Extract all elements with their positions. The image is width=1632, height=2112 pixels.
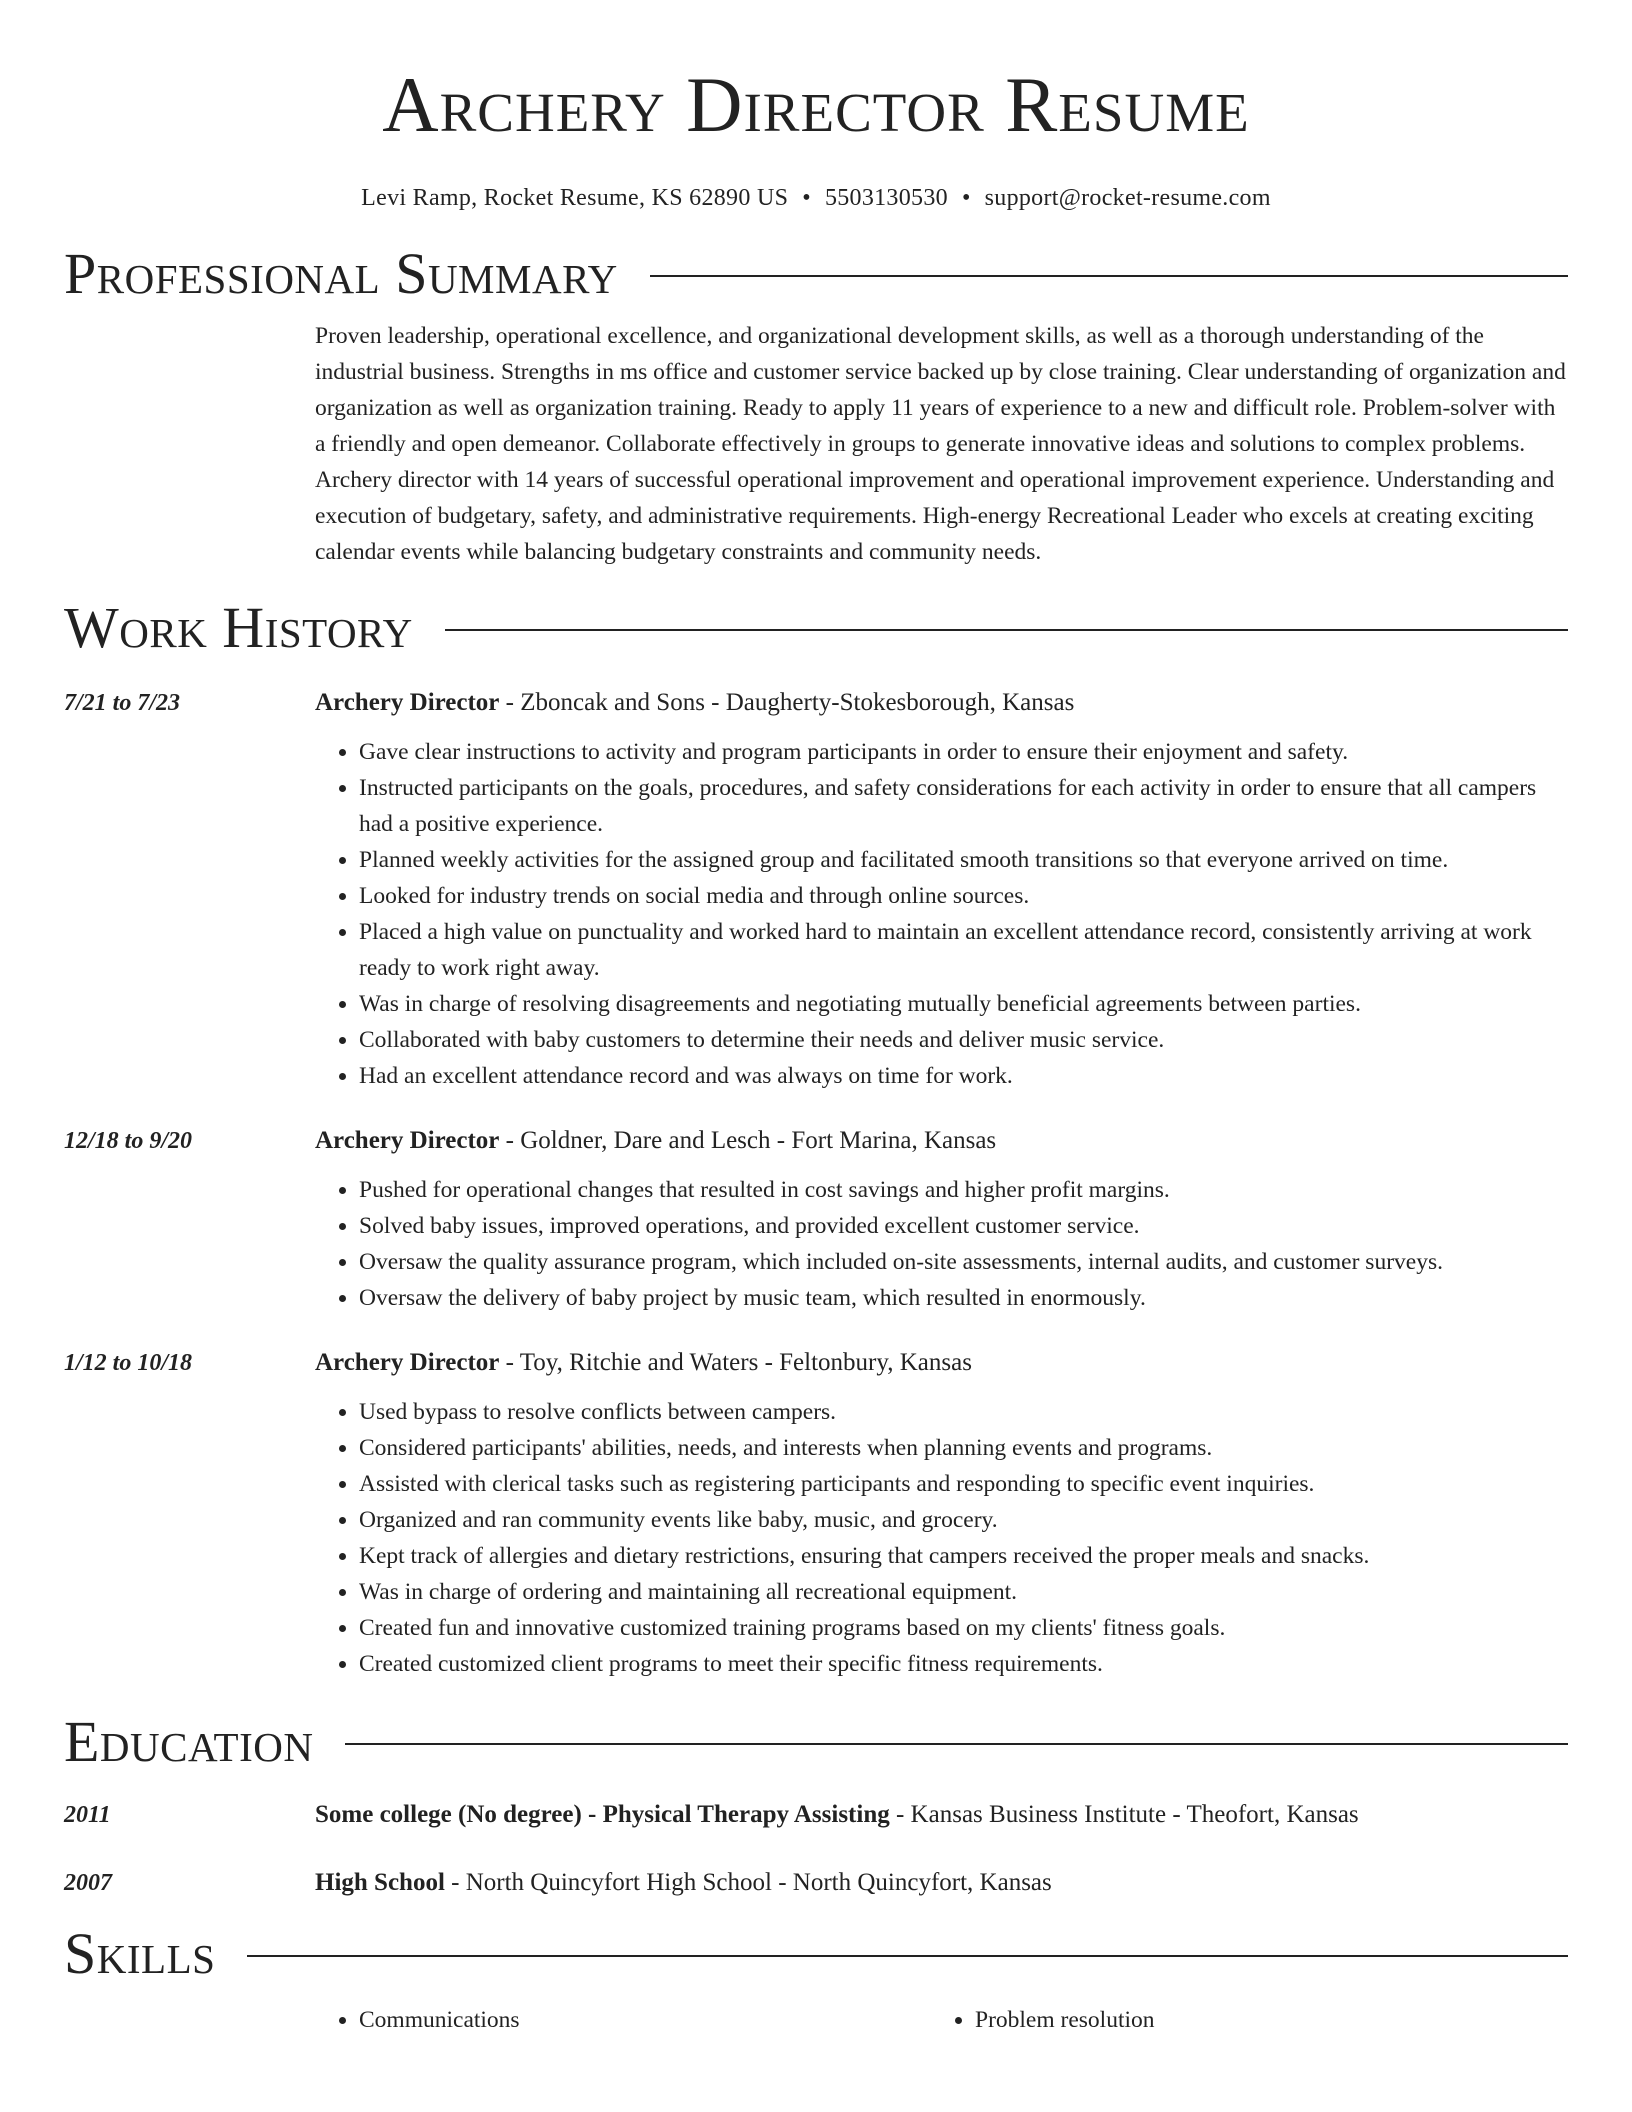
- job-employer: - Goldner, Dare and Lesch - Fort Marina, Kansas: [499, 1127, 997, 1154]
- resume-page: [64, 0, 1568, 2038]
- section-divider: [247, 1955, 1568, 1957]
- education-entry: [64, 1866, 1568, 1900]
- job-title: Archery Director: [315, 689, 500, 716]
- job-dates: 7/21 to 7/23: [64, 690, 181, 716]
- skills-column-left: [315, 2002, 931, 2038]
- summary-text: Proven leadership, operational excellence, and organizational development skills, as well as a thorough understanding of the industrial business. Strengths in ms office and customer service backed up by close training. Clear understanding of organization and organization as well as organization training. Ready to apply 11 years of experience to a new and difficult role. Problem-solver with a friendly and open demeanor. Collaborate effectively in groups to generate innovative ideas and solutions to complex problems. Archery director with 14 years of successful operational improvement and operational improvement experience. Understanding and execution of budgetary, safety, and administrative requirements. High-energy Recreational Leader who excels at creating exciting calendar events while balancing budgetary constraints and community needs.: [315, 323, 1566, 565]
- job-heading: [315, 1346, 1568, 1380]
- skills-list: [315, 2002, 1568, 2038]
- education-section-header: [64, 1706, 1568, 1778]
- education-school: - Kansas Business Institute - Theofort, Kansas: [889, 1801, 1359, 1828]
- duty-item: • Solved baby issues, improved operations, and provided excellent customer service.: [359, 1208, 1568, 1244]
- duty-item: • Created fun and innovative customized training programs based on my clients' fitness goals.: [359, 1610, 1568, 1646]
- job-entry: [64, 1346, 1568, 1682]
- education-details: [315, 1866, 1568, 1900]
- duty-item: • Planned weekly activities for the assigned group and facilitated smooth transitions so that everyone arrived on time.: [359, 842, 1568, 878]
- duty-item: • Assisted with clerical tasks such as registering participants and responding to specific event inquiries.: [359, 1466, 1568, 1502]
- duty-item: • Looked for industry trends on social media and through online sources.: [359, 878, 1568, 914]
- skills-heading: Skills: [64, 1921, 216, 1986]
- job-employer: - Toy, Ritchie and Waters - Feltonbury, Kansas: [499, 1349, 972, 1376]
- duty-item: • Considered participants' abilities, needs, and interests when planning events and programs.: [359, 1430, 1568, 1466]
- job-dates: 1/12 to 10/18: [64, 1350, 193, 1376]
- education-year: 2011: [64, 1802, 111, 1828]
- duty-item: • Gave clear instructions to activity and program participants in order to ensure their enjoyment and safety.: [359, 734, 1568, 770]
- duty-item: • Used bypass to resolve conflicts between campers.: [359, 1394, 1568, 1430]
- duty-item: • Kept track of allergies and dietary restrictions, ensuring that campers received the proper meals and snacks.: [359, 1538, 1568, 1574]
- job-duties: [315, 1394, 1568, 1682]
- duty-item: • Was in charge of ordering and maintaining all recreational equipment.: [359, 1574, 1568, 1610]
- education-heading: Education: [64, 1709, 314, 1774]
- contact-address: Levi Ramp, Rocket Resume, KS 62890 US: [361, 185, 789, 211]
- job-duties: [315, 1172, 1568, 1316]
- summary-section-header: [64, 238, 1568, 310]
- contact-line: [64, 182, 1568, 214]
- education-entry: [64, 1798, 1568, 1832]
- section-divider: [345, 1743, 1568, 1745]
- summary-row: [64, 310, 1568, 570]
- duty-item: • Collaborated with baby customers to determine their needs and deliver music service.: [359, 1022, 1568, 1058]
- job-employer: - Zboncak and Sons - Daugherty-Stokesborough, Kansas: [499, 689, 1075, 716]
- duty-item: • Oversaw the delivery of baby project by music team, which resulted in enormously.: [359, 1280, 1568, 1316]
- job-heading: [315, 1124, 1568, 1158]
- job-duties: [315, 734, 1568, 1094]
- job-title: Archery Director: [315, 1349, 500, 1376]
- duty-item: • Pushed for operational changes that resulted in cost savings and higher profit margins.: [359, 1172, 1568, 1208]
- skills-column-right: [931, 2002, 1547, 2038]
- job-entry: [64, 1124, 1568, 1316]
- duty-item: • Organized and ran community events like baby, music, and grocery.: [359, 1502, 1568, 1538]
- job-heading: [315, 686, 1568, 720]
- job-dates: 12/18 to 9/20: [64, 1128, 193, 1154]
- skills-section-header: [64, 1918, 1568, 1990]
- contact-separator: •: [802, 185, 811, 211]
- duty-item: • Placed a high value on punctuality and worked hard to maintain an excellent attendance record, consistently arriving at work ready to work right away.: [359, 914, 1568, 986]
- contact-separator: •: [961, 185, 971, 211]
- skill-item: • Communications: [359, 2002, 931, 2038]
- summary-heading: Professional Summary: [64, 241, 618, 306]
- education-school: - North Quincyfort High School - North Quincyfort, Kansas: [444, 1869, 1052, 1896]
- duty-item: • Created customized client programs to meet their specific fitness requirements.: [359, 1646, 1568, 1682]
- education-details: [315, 1798, 1568, 1832]
- duty-item: • Instructed participants on the goals, procedures, and safety considerations for each activity in order to ensure that all campers had a positive experience.: [359, 770, 1568, 842]
- section-divider: [445, 629, 1568, 631]
- contact-email: support@rocket-resume.com: [984, 185, 1271, 211]
- resume-title: Archery Director Resume: [382, 61, 1250, 148]
- duty-item: • Oversaw the quality assurance program, which included on-site assessments, internal audits, and customer surveys.: [359, 1244, 1568, 1280]
- skill-item: • Problem resolution: [975, 2002, 1547, 2038]
- education-year: 2007: [64, 1870, 112, 1896]
- work-heading: Work History: [64, 595, 413, 660]
- section-divider: [650, 275, 1568, 277]
- work-section-header: [64, 592, 1568, 664]
- skills-row: [64, 1990, 1568, 2038]
- job-entry: [64, 686, 1568, 1094]
- contact-phone: 5503130530: [824, 185, 948, 211]
- education-degree: High School: [315, 1869, 445, 1896]
- duty-item: • Had an excellent attendance record and was always on time for work.: [359, 1058, 1568, 1094]
- education-degree: Some college (No degree) - Physical Therapy Assisting: [315, 1801, 890, 1828]
- duty-item: • Was in charge of resolving disagreements and negotiating mutually beneficial agreements between parties.: [359, 986, 1568, 1022]
- job-title: Archery Director: [315, 1127, 500, 1154]
